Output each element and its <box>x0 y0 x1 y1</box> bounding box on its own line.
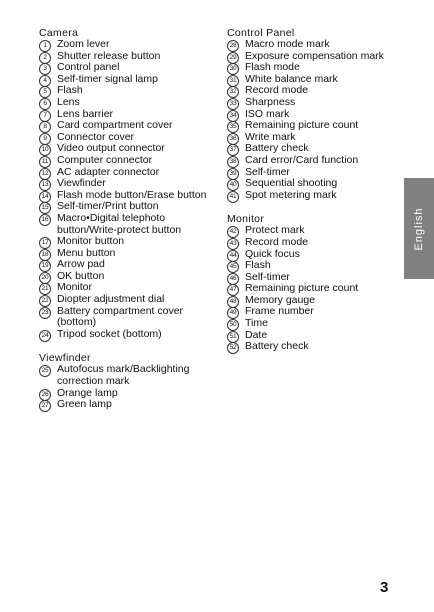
circled-number: 22 <box>39 295 51 307</box>
item-label: Spot metering mark <box>245 188 337 201</box>
item-label: OK button <box>57 269 105 282</box>
circled-number: 39 <box>227 168 239 180</box>
item-label: Exposure compensation mark <box>245 49 384 62</box>
item-label: Remaining picture count <box>245 119 359 132</box>
circled-number: 32 <box>227 86 239 98</box>
item-label: Battery check <box>245 142 309 155</box>
circled-number: 8 <box>39 121 51 133</box>
circled-number: 25 <box>39 365 51 377</box>
item-label: Green lamp <box>57 398 112 411</box>
circled-number: 43 <box>227 238 239 250</box>
parts-list <box>227 225 397 353</box>
circled-number: 38 <box>227 156 239 168</box>
item-label: Date <box>245 328 268 341</box>
language-tab <box>404 178 434 279</box>
item-label: Lens barrier <box>57 107 114 120</box>
item-label: ISO mark <box>245 107 290 120</box>
circled-number: 46 <box>227 273 239 285</box>
circled-number: 5 <box>39 86 51 98</box>
item-label: Control panel <box>57 61 120 74</box>
circled-number: 36 <box>227 133 239 145</box>
circled-number: 4 <box>39 75 51 87</box>
item-label: Lens <box>57 95 80 108</box>
list-item <box>39 306 214 329</box>
item-label: Time <box>245 317 268 330</box>
circled-number: 1 <box>39 40 51 52</box>
circled-number: 3 <box>39 63 51 75</box>
circled-number: 6 <box>39 98 51 110</box>
circled-number: 7 <box>39 110 51 122</box>
item-label: Monitor button <box>57 235 125 248</box>
circled-number: 50 <box>227 319 239 331</box>
circled-number: 44 <box>227 250 239 262</box>
circled-number: 49 <box>227 307 239 319</box>
circled-number: 34 <box>227 110 239 122</box>
circled-number: 31 <box>227 75 239 87</box>
circled-number: 16 <box>39 214 51 226</box>
circled-number: 33 <box>227 98 239 110</box>
circled-number: 35 <box>227 121 239 133</box>
item-label: Computer connector <box>57 153 153 166</box>
item-label: Tripod socket (bottom) <box>57 327 162 340</box>
circled-number: 24 <box>39 330 51 342</box>
section-title: Monitor <box>227 213 265 226</box>
list-item <box>227 341 397 353</box>
circled-number: 40 <box>227 179 239 191</box>
circled-number: 26 <box>39 389 51 401</box>
list-item <box>39 399 214 411</box>
list-item <box>39 213 214 236</box>
circled-number: 15 <box>39 202 51 214</box>
item-label: Flash <box>57 84 83 97</box>
item-label: Macro mode mark <box>245 38 330 50</box>
item-label: Macro•Digital telephoto button/Write-protect button <box>57 211 182 236</box>
list-item <box>227 190 397 202</box>
item-label: Autofocus mark/Backlighting correction mark <box>57 363 190 388</box>
item-label: Record mode <box>245 84 309 97</box>
circled-number: 45 <box>227 261 239 273</box>
item-label: Diopter adjustment dial <box>57 293 165 306</box>
circled-number: 13 <box>39 179 51 191</box>
item-label: Self-timer/Print button <box>57 200 159 213</box>
circled-number: 9 <box>39 133 51 145</box>
circled-number: 17 <box>39 237 51 249</box>
item-label: Protect mark <box>245 224 305 237</box>
circled-number: 30 <box>227 63 239 75</box>
item-label: Self-timer <box>245 165 290 178</box>
circled-number: 23 <box>39 307 51 319</box>
parts-list <box>227 39 397 201</box>
circled-number: 18 <box>39 249 51 261</box>
item-label: Memory gauge <box>245 293 316 306</box>
circled-number: 14 <box>39 191 51 203</box>
circled-number: 47 <box>227 284 239 296</box>
circled-number: 42 <box>227 226 239 238</box>
item-label: Card error/Card function <box>245 153 359 166</box>
circled-number: 29 <box>227 52 239 64</box>
list-item <box>39 364 214 387</box>
left-column <box>39 27 214 411</box>
circled-number: 19 <box>39 260 51 272</box>
circled-number: 10 <box>39 144 51 156</box>
item-label: Self-timer signal lamp <box>57 72 158 85</box>
section-title: Viewfinder <box>39 352 91 365</box>
circled-number: 21 <box>39 283 51 295</box>
item-label: Orange lamp <box>57 386 118 399</box>
item-label: Viewfinder <box>57 177 106 190</box>
item-label: Zoom lever <box>57 38 110 50</box>
circled-number: 41 <box>227 191 239 203</box>
item-label: Card compartment cover <box>57 119 173 132</box>
circled-number: 27 <box>39 400 51 412</box>
item-label: Write mark <box>245 130 296 143</box>
list-item <box>39 329 214 341</box>
item-label: Quick focus <box>245 247 300 260</box>
item-label: Self-timer <box>245 270 290 283</box>
item-label: Battery compartment cover (bottom) <box>57 304 184 329</box>
item-label: Sharpness <box>245 95 296 108</box>
item-label: Sequential shooting <box>245 177 338 190</box>
circled-number: 52 <box>227 342 239 354</box>
page-number: 3 <box>380 579 389 596</box>
circled-number: 37 <box>227 144 239 156</box>
item-label: AC adapter connector <box>57 165 160 178</box>
circled-number: 20 <box>39 272 51 284</box>
item-label: Remaining picture count <box>245 282 359 295</box>
item-label: Record mode <box>245 235 309 248</box>
circled-number: 11 <box>39 156 51 168</box>
right-column <box>227 27 397 353</box>
language-tab-label: English <box>413 206 425 251</box>
item-label: Monitor <box>57 281 93 294</box>
item-label: Arrow pad <box>57 258 105 271</box>
item-label: Shutter release button <box>57 49 161 62</box>
parts-list <box>39 364 214 410</box>
circled-number: 28 <box>227 40 239 52</box>
item-label: Frame number <box>245 305 314 318</box>
circled-number: 12 <box>39 168 51 180</box>
circled-number: 51 <box>227 331 239 343</box>
parts-list <box>39 39 214 340</box>
item-label: Connector cover <box>57 130 135 143</box>
circled-number: 2 <box>39 52 51 64</box>
item-label: White balance mark <box>245 72 338 85</box>
section-title: Control Panel <box>227 27 295 39</box>
circled-number: 48 <box>227 296 239 308</box>
section-title: Camera <box>39 27 79 39</box>
item-label: Menu button <box>57 246 116 259</box>
item-label: Battery check <box>245 340 309 353</box>
item-label: Flash <box>245 259 271 272</box>
item-label: Flash mode button/Erase button <box>57 188 207 201</box>
item-label: Flash mode <box>245 61 300 74</box>
item-label: Video output connector <box>57 142 165 155</box>
